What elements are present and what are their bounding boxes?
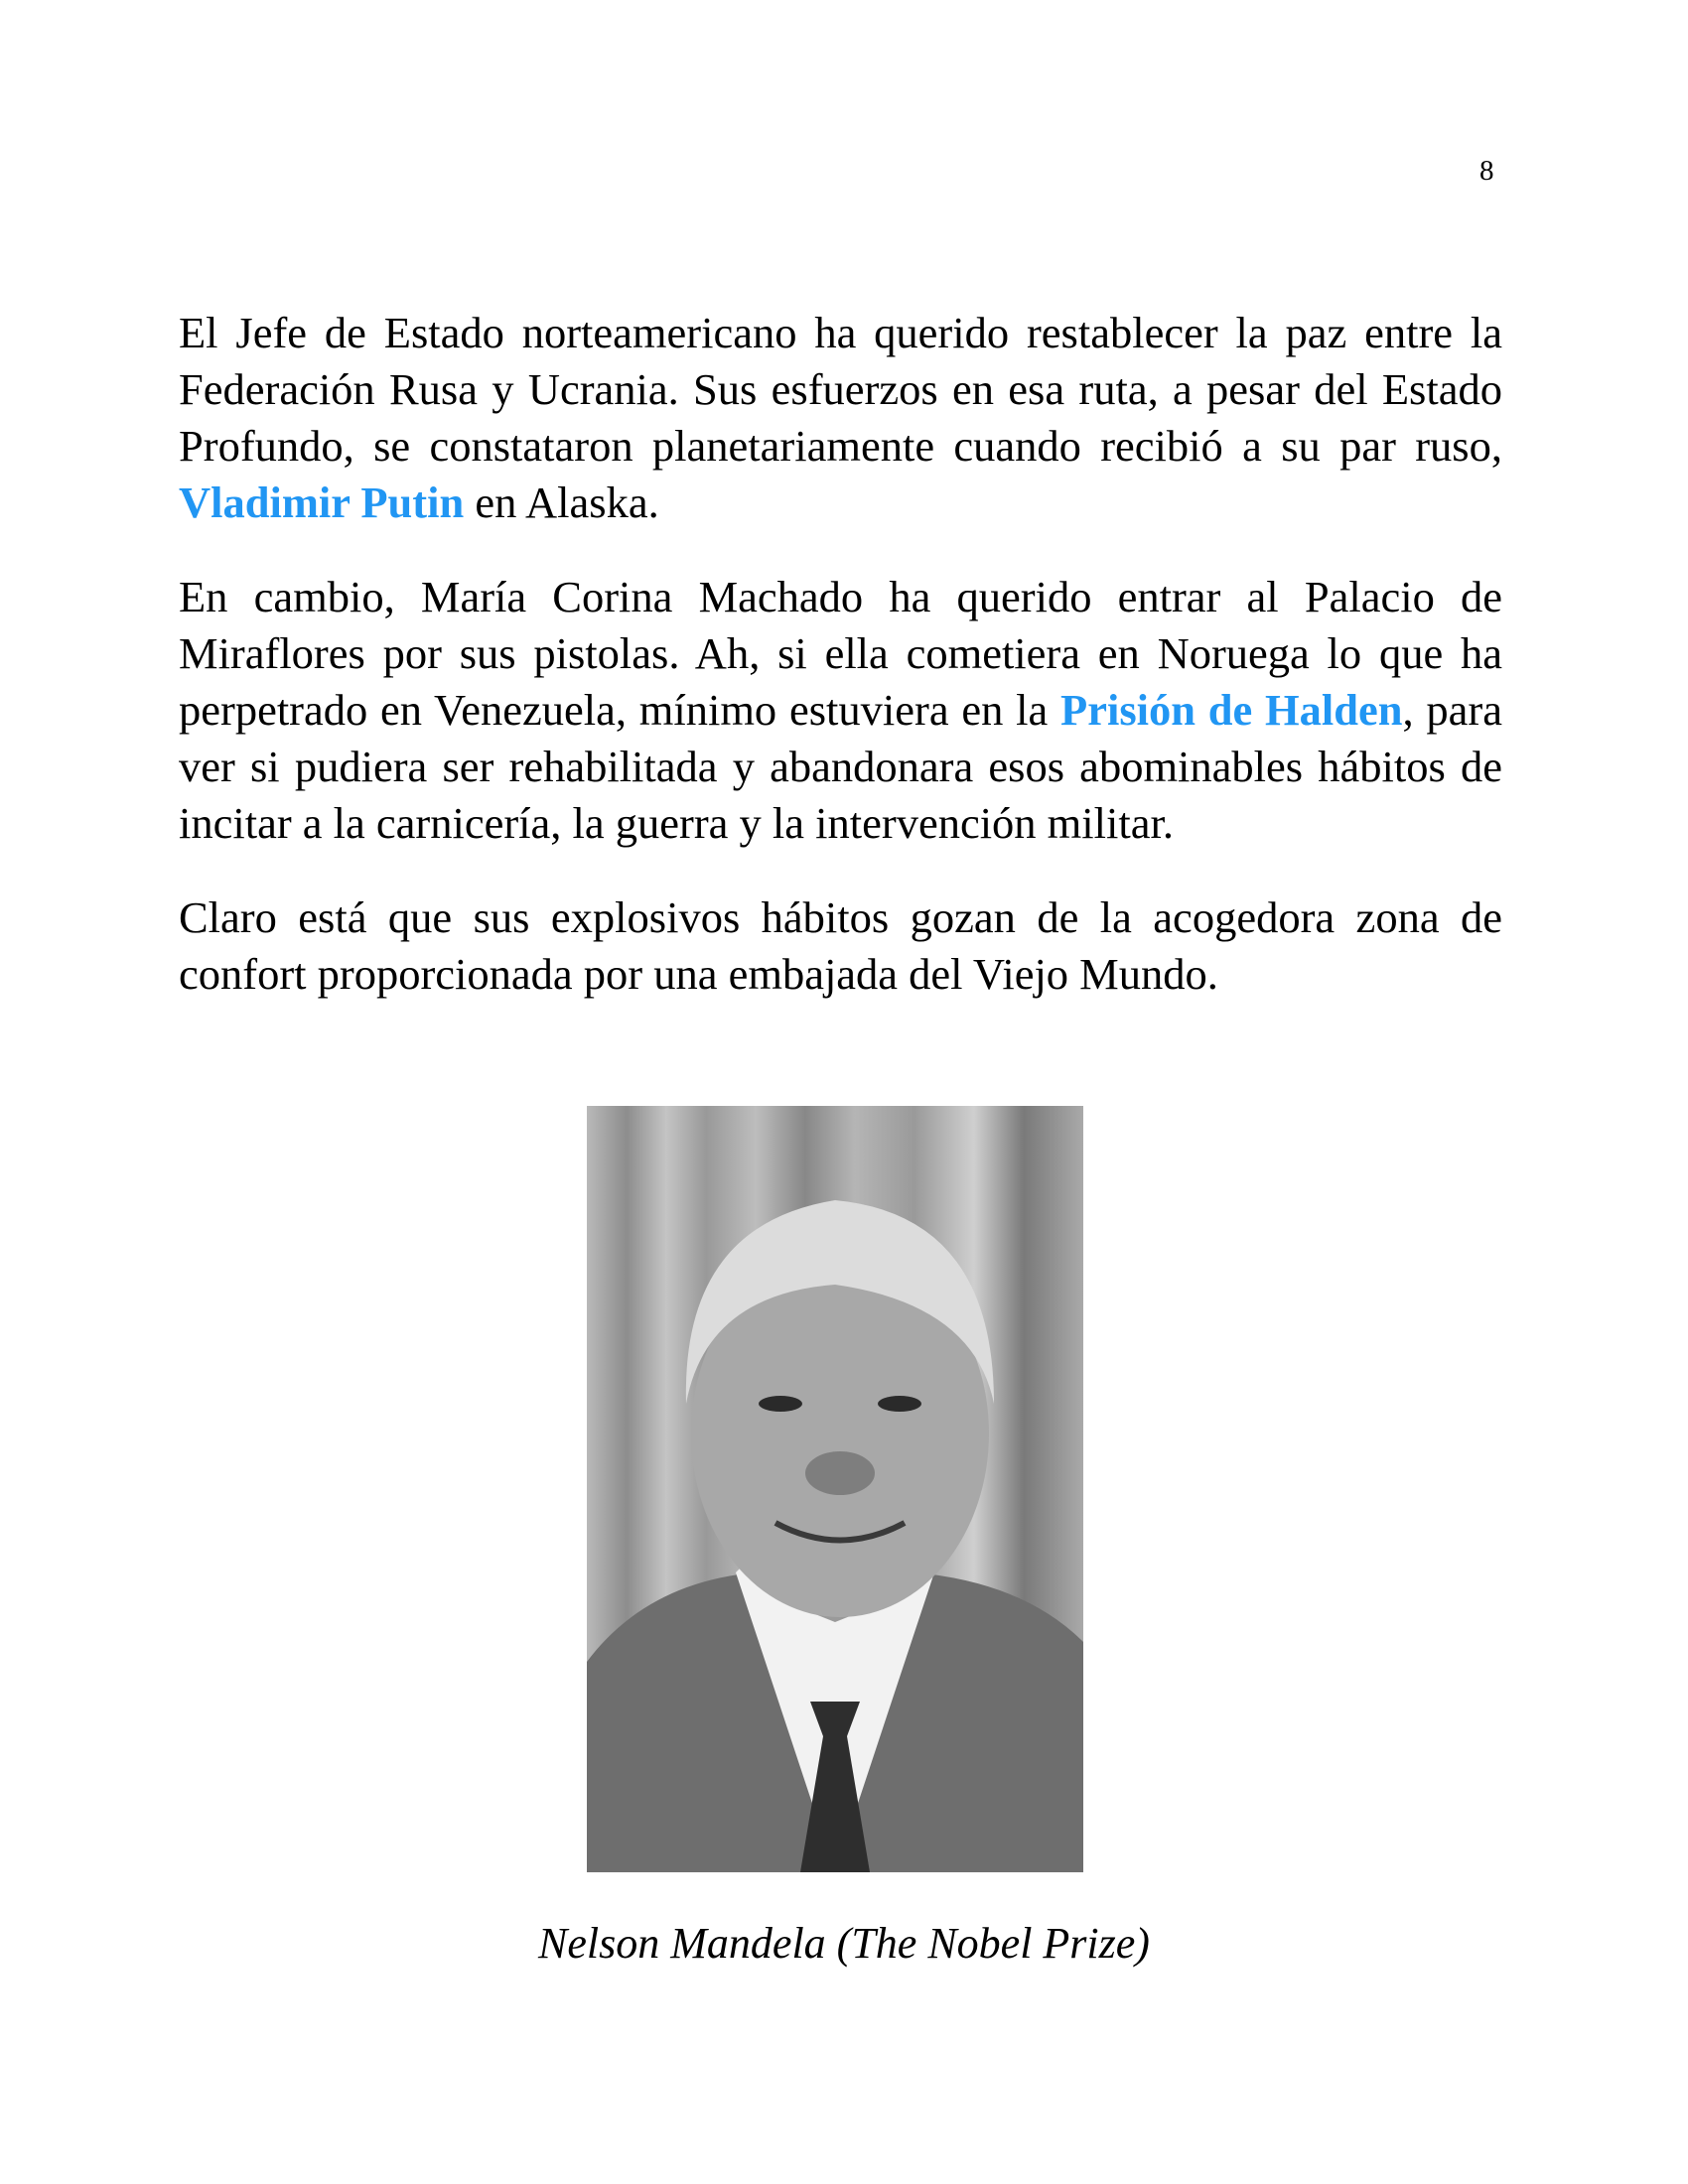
link-prision-de-halden[interactable]: Prisión de Halden: [1060, 685, 1403, 735]
paragraph-text: El Jefe de Estado norteamericano ha querido restablecer la paz entre la Federación Rusa y Ucrania. Sus esfuerzos en esa ruta, a pesar del Estado Profundo, se constataron planetariamente cuando recibió a su par ruso,: [179, 308, 1502, 471]
figure-caption: Nelson Mandela (The Nobel Prize): [538, 1919, 1150, 1968]
paragraph-text: en Alaska.: [464, 478, 659, 527]
paragraph-2: [179, 569, 1502, 852]
page-number: 8: [1479, 155, 1494, 187]
portrait-illustration: [587, 1106, 1083, 1872]
portrait-photo: [587, 1106, 1083, 1872]
link-vladimir-putin[interactable]: Vladimir Putin: [179, 478, 465, 527]
paragraph-text: En cambio, María Corina Machado ha querido entrar al Palacio de Miraflores por sus pistolas. Ah, si ella cometiera en Noruega lo que ha perpetrado en Venezuela, mínimo estuviera en la: [179, 572, 1502, 735]
paragraph-3: Claro está que sus explosivos hábitos gozan de la acogedora zona de confort proporcionada por una embajada del Viejo Mundo.: [179, 892, 1502, 999]
paragraph-1: [179, 305, 1502, 531]
body-text: [179, 305, 1502, 1040]
paragraph-text: , para ver si pudiera ser rehabilitada y abandonara esos abominables hábitos de incitar a la carnicería, la guerra y la intervención militar.: [179, 685, 1503, 848]
